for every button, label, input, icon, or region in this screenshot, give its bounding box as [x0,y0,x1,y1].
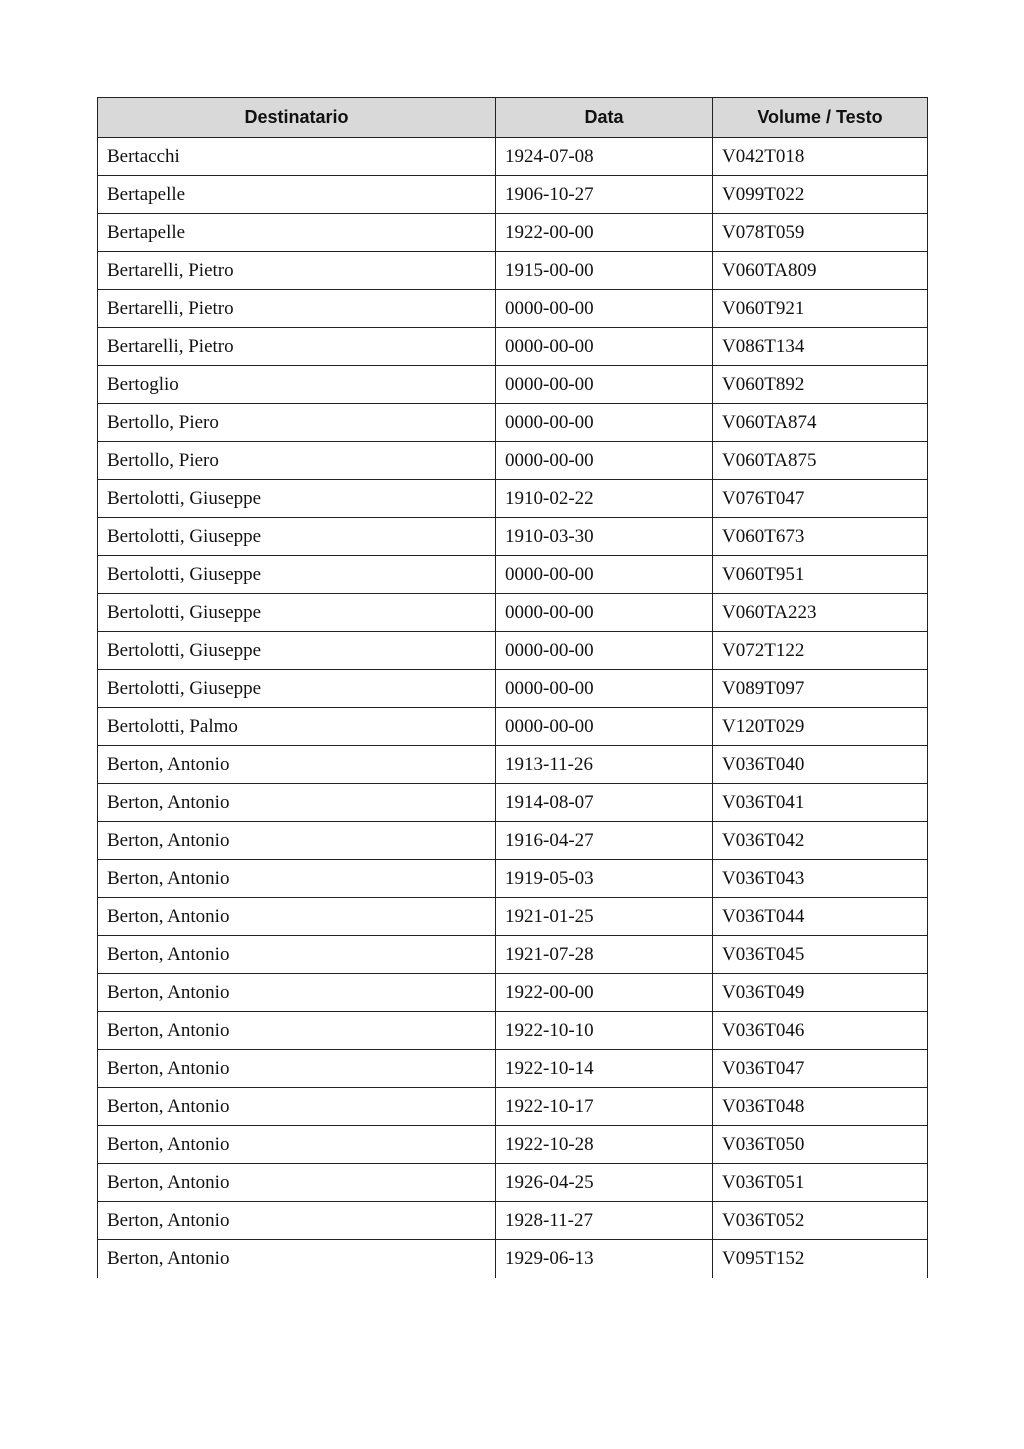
cell-destinatario: Berton, Antonio [98,1240,496,1278]
cell-destinatario: Berton, Antonio [98,974,496,1012]
cell-data: 1922-00-00 [496,214,713,252]
cell-destinatario: Bertolotti, Giuseppe [98,594,496,632]
table-row [98,708,928,746]
cell-destinatario: Bertapelle [98,214,496,252]
cell-volume-testo: V036T040 [713,746,928,784]
cell-data: 0000-00-00 [496,366,713,404]
cell-destinatario: Bertolotti, Giuseppe [98,518,496,556]
table-row [98,518,928,556]
table-row [98,1202,928,1240]
cell-volume-testo: V086T134 [713,328,928,366]
cell-data: 1906-10-27 [496,176,713,214]
cell-data: 1926-04-25 [496,1164,713,1202]
table-row [98,214,928,252]
table-header [98,98,928,138]
cell-destinatario: Berton, Antonio [98,1126,496,1164]
cell-data: 1922-10-28 [496,1126,713,1164]
cell-destinatario: Bertolotti, Giuseppe [98,480,496,518]
cell-destinatario: Berton, Antonio [98,898,496,936]
cell-volume-testo: V036T045 [713,936,928,974]
cell-volume-testo: V036T050 [713,1126,928,1164]
cell-volume-testo: V060T673 [713,518,928,556]
table-row [98,442,928,480]
cell-destinatario: Bertapelle [98,176,496,214]
cell-volume-testo: V060T951 [713,556,928,594]
cell-volume-testo: V036T051 [713,1164,928,1202]
cell-volume-testo: V042T018 [713,138,928,176]
cell-destinatario: Berton, Antonio [98,784,496,822]
cell-data: 0000-00-00 [496,670,713,708]
cell-data: 0000-00-00 [496,328,713,366]
cell-volume-testo: V036T049 [713,974,928,1012]
cell-data: 1913-11-26 [496,746,713,784]
cell-destinatario: Berton, Antonio [98,1050,496,1088]
table-row [98,784,928,822]
cell-volume-testo: V036T046 [713,1012,928,1050]
cell-data: 1922-10-14 [496,1050,713,1088]
table-row [98,480,928,518]
cell-volume-testo: V036T041 [713,784,928,822]
cell-destinatario: Bertolotti, Giuseppe [98,632,496,670]
table-row [98,138,928,176]
table-row [98,860,928,898]
cell-volume-testo: V060T892 [713,366,928,404]
cell-destinatario: Bertacchi [98,138,496,176]
table-row [98,366,928,404]
cell-data: 1916-04-27 [496,822,713,860]
cell-volume-testo: V072T122 [713,632,928,670]
document-page [97,97,927,1278]
cell-destinatario: Bertolotti, Giuseppe [98,556,496,594]
cell-destinatario: Bertolotti, Giuseppe [98,670,496,708]
cell-data: 0000-00-00 [496,290,713,328]
cell-volume-testo: V036T044 [713,898,928,936]
cell-destinatario: Bertolotti, Palmo [98,708,496,746]
cell-data: 1928-11-27 [496,1202,713,1240]
cell-volume-testo: V036T048 [713,1088,928,1126]
table-row [98,1164,928,1202]
cell-data: 0000-00-00 [496,556,713,594]
table-row [98,290,928,328]
cell-destinatario: Bertarelli, Pietro [98,328,496,366]
table-row [98,898,928,936]
cell-volume-testo: V060T921 [713,290,928,328]
cell-volume-testo: V036T047 [713,1050,928,1088]
cell-data: 1914-08-07 [496,784,713,822]
cell-volume-testo: V060TA875 [713,442,928,480]
cell-destinatario: Berton, Antonio [98,1088,496,1126]
table-row [98,1240,928,1278]
cell-volume-testo: V036T043 [713,860,928,898]
table-row [98,594,928,632]
cell-data: 1919-05-03 [496,860,713,898]
cell-volume-testo: V099T022 [713,176,928,214]
table-row [98,1012,928,1050]
cell-data: 1924-07-08 [496,138,713,176]
table-row [98,670,928,708]
cell-data: 1922-10-17 [496,1088,713,1126]
cell-data: 0000-00-00 [496,708,713,746]
cell-volume-testo: V076T047 [713,480,928,518]
table-row [98,822,928,860]
cell-data: 0000-00-00 [496,594,713,632]
cell-volume-testo: V060TA223 [713,594,928,632]
cell-data: 1910-03-30 [496,518,713,556]
cell-destinatario: Bertollo, Piero [98,442,496,480]
cell-data: 1922-00-00 [496,974,713,1012]
cell-destinatario: Berton, Antonio [98,936,496,974]
cell-destinatario: Bertoglio [98,366,496,404]
cell-volume-testo: V036T042 [713,822,928,860]
table-row [98,974,928,1012]
header-row [98,98,928,138]
cell-data: 1910-02-22 [496,480,713,518]
cell-volume-testo: V089T097 [713,670,928,708]
cell-destinatario: Bertarelli, Pietro [98,290,496,328]
column-header-volume-testo: Volume / Testo [713,98,928,138]
cell-data: 0000-00-00 [496,632,713,670]
table-row [98,328,928,366]
cell-volume-testo: V095T152 [713,1240,928,1278]
cell-data: 1915-00-00 [496,252,713,290]
cell-destinatario: Berton, Antonio [98,1164,496,1202]
cell-data: 1921-07-28 [496,936,713,974]
cell-volume-testo: V078T059 [713,214,928,252]
table-row [98,404,928,442]
cell-data: 0000-00-00 [496,404,713,442]
table-row [98,252,928,290]
table-row [98,746,928,784]
cell-volume-testo: V060TA874 [713,404,928,442]
cell-destinatario: Bertarelli, Pietro [98,252,496,290]
cell-volume-testo: V120T029 [713,708,928,746]
cell-destinatario: Berton, Antonio [98,822,496,860]
column-header-data: Data [496,98,713,138]
table-row [98,632,928,670]
correspondence-table [97,97,928,1278]
cell-data: 1922-10-10 [496,1012,713,1050]
table-row [98,176,928,214]
table-row [98,936,928,974]
cell-data: 0000-00-00 [496,442,713,480]
table-body [98,138,928,1278]
cell-data: 1929-06-13 [496,1240,713,1278]
cell-destinatario: Berton, Antonio [98,1202,496,1240]
table-row [98,556,928,594]
cell-data: 1921-01-25 [496,898,713,936]
table-row [98,1050,928,1088]
cell-destinatario: Berton, Antonio [98,1012,496,1050]
table-row [98,1126,928,1164]
cell-volume-testo: V036T052 [713,1202,928,1240]
cell-destinatario: Berton, Antonio [98,746,496,784]
column-header-destinatario: Destinatario [98,98,496,138]
cell-destinatario: Berton, Antonio [98,860,496,898]
cell-destinatario: Bertollo, Piero [98,404,496,442]
cell-volume-testo: V060TA809 [713,252,928,290]
table-row [98,1088,928,1126]
